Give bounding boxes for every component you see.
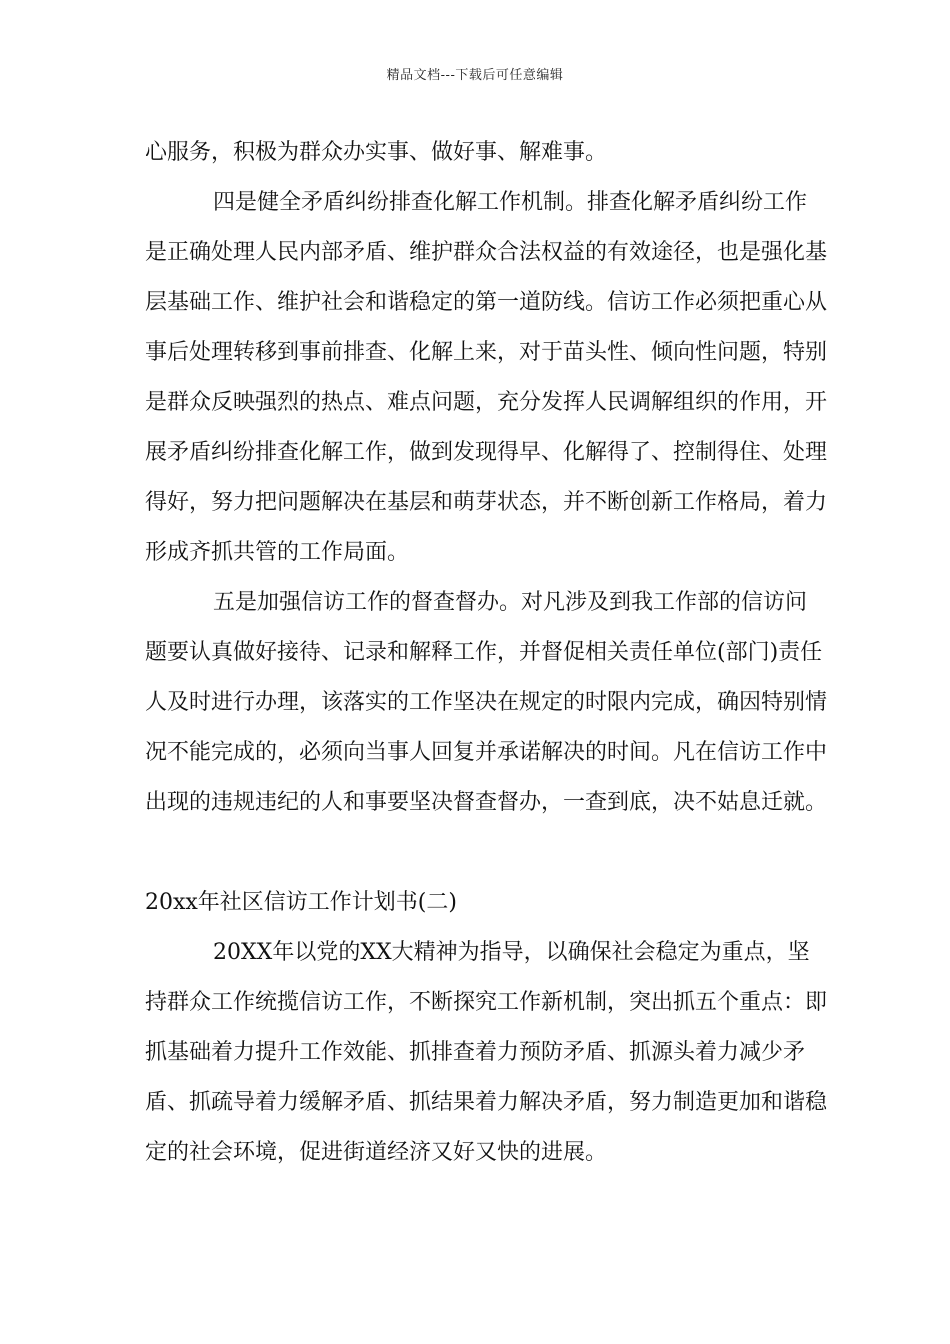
document-body: [145, 128, 827, 1178]
paragraph-continuation: 心服务，积极为群众办实事、做好事、解难事。: [145, 140, 608, 165]
section-title: 20xx年社区信访工作计划书(二): [145, 890, 457, 915]
paragraph-section-four: 四是健全矛盾纠纷排查化解工作机制。排查化解矛盾纠纷工作是正确处理人民内部矛盾、维护群众合法权益的有效途径，也是强化基层基础工作、维护社会和谐稳定的第一道防线。信访工作必须把重心从事后处理转移到事前排查、化解上来，对于苗头性、倾向性问题，特别是群众反映强烈的热点、难点问题，充分发挥人民调解组织的作用，开展矛盾纠纷排查化解工作，做到发现得早、化解得了、控制得住、处理得好，努力把问题解决在基层和萌芽状态，并不断创新工作格局，着力形成齐抓共管的工作局面。: [145, 190, 828, 565]
section-gap: [145, 828, 827, 878]
paragraph-intro: 20XX年以党的XX大精神为指导，以确保社会稳定为重点，坚持群众工作统揽信访工作，不断探究工作新机制，突出抓五个重点：即抓基础着力提升工作效能、抓排查着力预防矛盾、抓源头着力减少矛盾、抓疏导着力缓解矛盾、抓结果着力解决矛盾，努力制造更加和谐稳定的社会环境，促进街道经济又好又快的进展。: [145, 940, 828, 1165]
paragraph-section-five: 五是加强信访工作的督查督办。对凡涉及到我工作部的信访问题要认真做好接待、记录和解释工作，并督促相关责任单位(部门)责任人及时进行办理，该落实的工作坚决在规定的时限内完成，确因特别情况不能完成的，必须向当事人回复并承诺解决的时间。凡在信访工作中出现的违规违纪的人和事要坚决督查督办，一查到底，决不姑息迁就。: [145, 590, 828, 815]
page-header: 精品文档---下载后可任意编辑: [386, 68, 564, 83]
